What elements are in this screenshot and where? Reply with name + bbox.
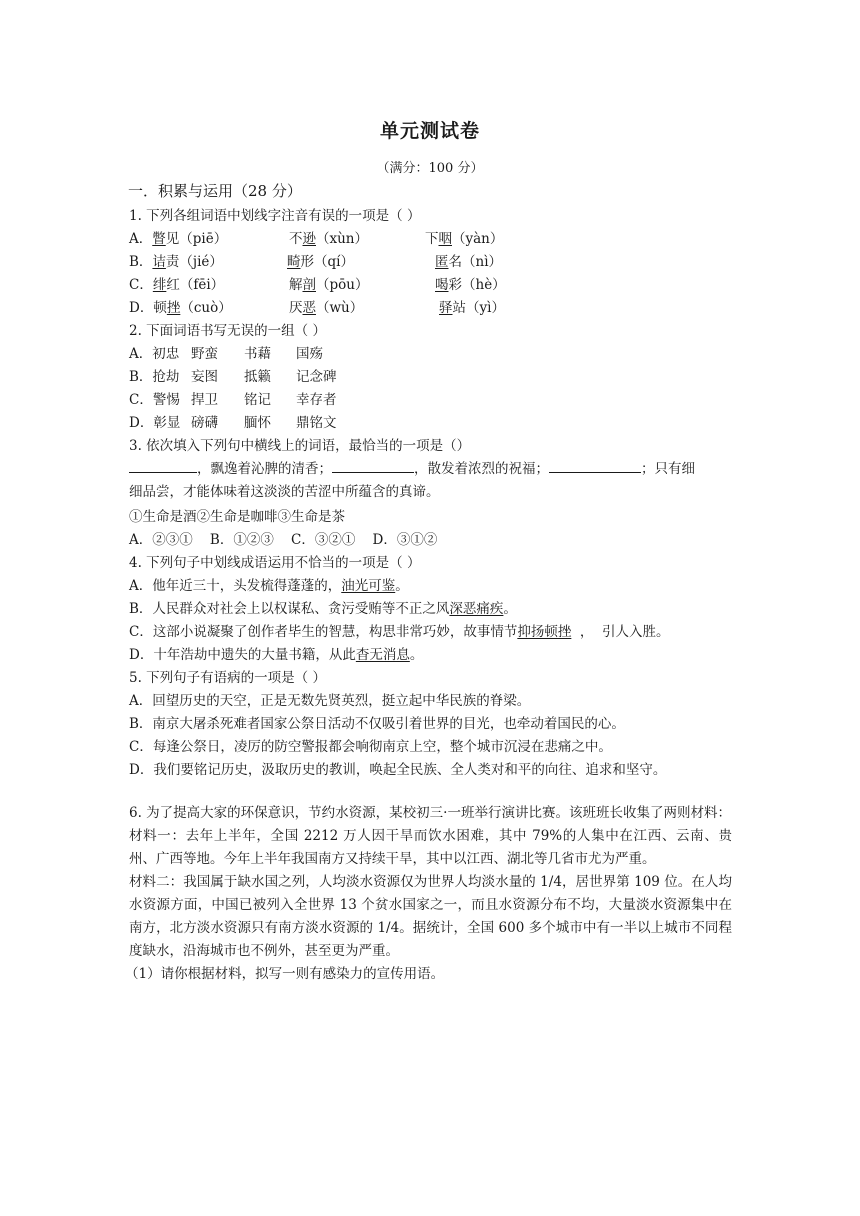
q3-items: ①生命是酒②生命是咖啡③生命是茶: [129, 509, 345, 525]
q5-stem: 5. 下列句子有语病的一项是（ ）: [129, 670, 326, 686]
blank-2: [332, 458, 414, 473]
q4-option-c: C．这部小说凝聚了创作者毕生的智慧，构思非常巧妙，故事情节抑扬顿挫 ， 引人入胜。: [129, 624, 670, 640]
q6-subquestion-1: （1）请你根据材料，拟写一则有感染力的宣传用语。: [125, 966, 445, 982]
q3-stem: 3. 依次填入下列句中横线上的词语，最恰当的一项是（）: [129, 438, 471, 454]
q1-stem: 1. 下列各组词语中划线字注音有误的一项是（ ）: [129, 208, 421, 224]
score-note: （满分：100 分）: [376, 161, 484, 176]
q1-option-a: A．瞥见（piē） 不逊（xùn） 下咽（yàn）: [129, 231, 504, 247]
q2-option-d: D．彰显 磅礴 腼怀 鼎铭文: [129, 415, 337, 431]
q2-option-b: B．抢劫 妄图 抵籁 记念碑: [129, 369, 337, 385]
q1-option-d: D．顿挫（cuò） 厌恶（wù） 驿站（yì）: [129, 300, 505, 316]
q4-option-a: A．他年近三十，头发梳得蓬蓬的，油光可鉴。: [129, 578, 409, 594]
q1-option-b: B．诘责（jié） 畸形（qí） 匿名（nì）: [129, 254, 503, 270]
q3-line-1: ，飘逸着沁脾的清香； ，散发着浓烈的祝福； ；只有细: [129, 458, 732, 481]
question-body: [125, 205, 732, 986]
q2-option-a: A．初忠 野蛮 书藉 国殇: [129, 346, 323, 362]
q1-option-c: C．绯红（fēi） 解剖（pōu） 喝彩（hè）: [129, 277, 506, 293]
q5-option-b: B．南京大屠杀死难者国家公祭日活动不仅吸引着世界的目光，也牵动着国民的心。: [129, 716, 625, 732]
q5-option-c: C．每逢公祭日，凌厉的防空警报都会响彻南京上空，整个城市沉浸在悲痛之中。: [129, 739, 612, 755]
q5-option-a: A．回望历史的天空，正是无数先贤英烈，挺立起中华民族的脊梁。: [129, 693, 531, 709]
q3-line-2: 细品尝，才能体味着这淡淡的苦涩中所蕴含的真谛。: [129, 484, 440, 500]
q6-stem: 6. 为了提高大家的环保意识，节约水资源，某校初三·一班举行演讲比赛。该班班长收集了两则材料：: [129, 805, 731, 821]
blank-1: [129, 458, 197, 473]
q4-option-b: B．人民群众对社会上以权谋私、贪污受贿等不正之风深恶痛疾。: [129, 601, 517, 617]
blank-3: [549, 458, 641, 473]
section-heading: 一．积累与运用（28 分）: [128, 182, 302, 200]
page-title: 单元测试卷: [379, 120, 480, 142]
q4-option-d: D．十年浩劫中遗失的大量书籍，从此杳无消息。: [129, 647, 424, 663]
q2-option-c: C．警惕 捍卫 铭记 幸存者: [129, 392, 337, 408]
q3-options: A．②③① B．①②③ C．③②① D．③①②: [129, 532, 438, 548]
q5-option-d: D．我们要铭记历史，汲取历史的教训，唤起全民族、全人类对和平的向往、追求和坚守。: [129, 762, 667, 778]
q2-stem: 2. 下面词语书写无误的一组（ ）: [129, 323, 326, 339]
q6-material-1: 材料一：去年上半年，全国 2212 万人因干旱而饮水困难，其中 79%的人集中在江西、云南、贵州、广西等地。今年上半年我国南方又持续干旱，其中以江西、湖北等几省市尤为严重。: [129, 828, 732, 867]
q6-material-2: 材料二：我国属于缺水国之列，人均淡水资源仅为世界人均淡水量的 1/4，居世界第 109 位。在人均水资源方面，中国已被列入全世界 13 个贫水国家之一，而且水资源分布不均，大量淡水资源集中在南方，北方淡水资源只有南方淡水资源的 1/4。据统计，全国 600 多个城市中有一半以上城市不同程度缺水，沿海城市也不例外，甚至更为严重。: [129, 874, 732, 959]
q4-stem: 4. 下列句子中划线成语运用不恰当的一项是（ ）: [129, 555, 421, 571]
